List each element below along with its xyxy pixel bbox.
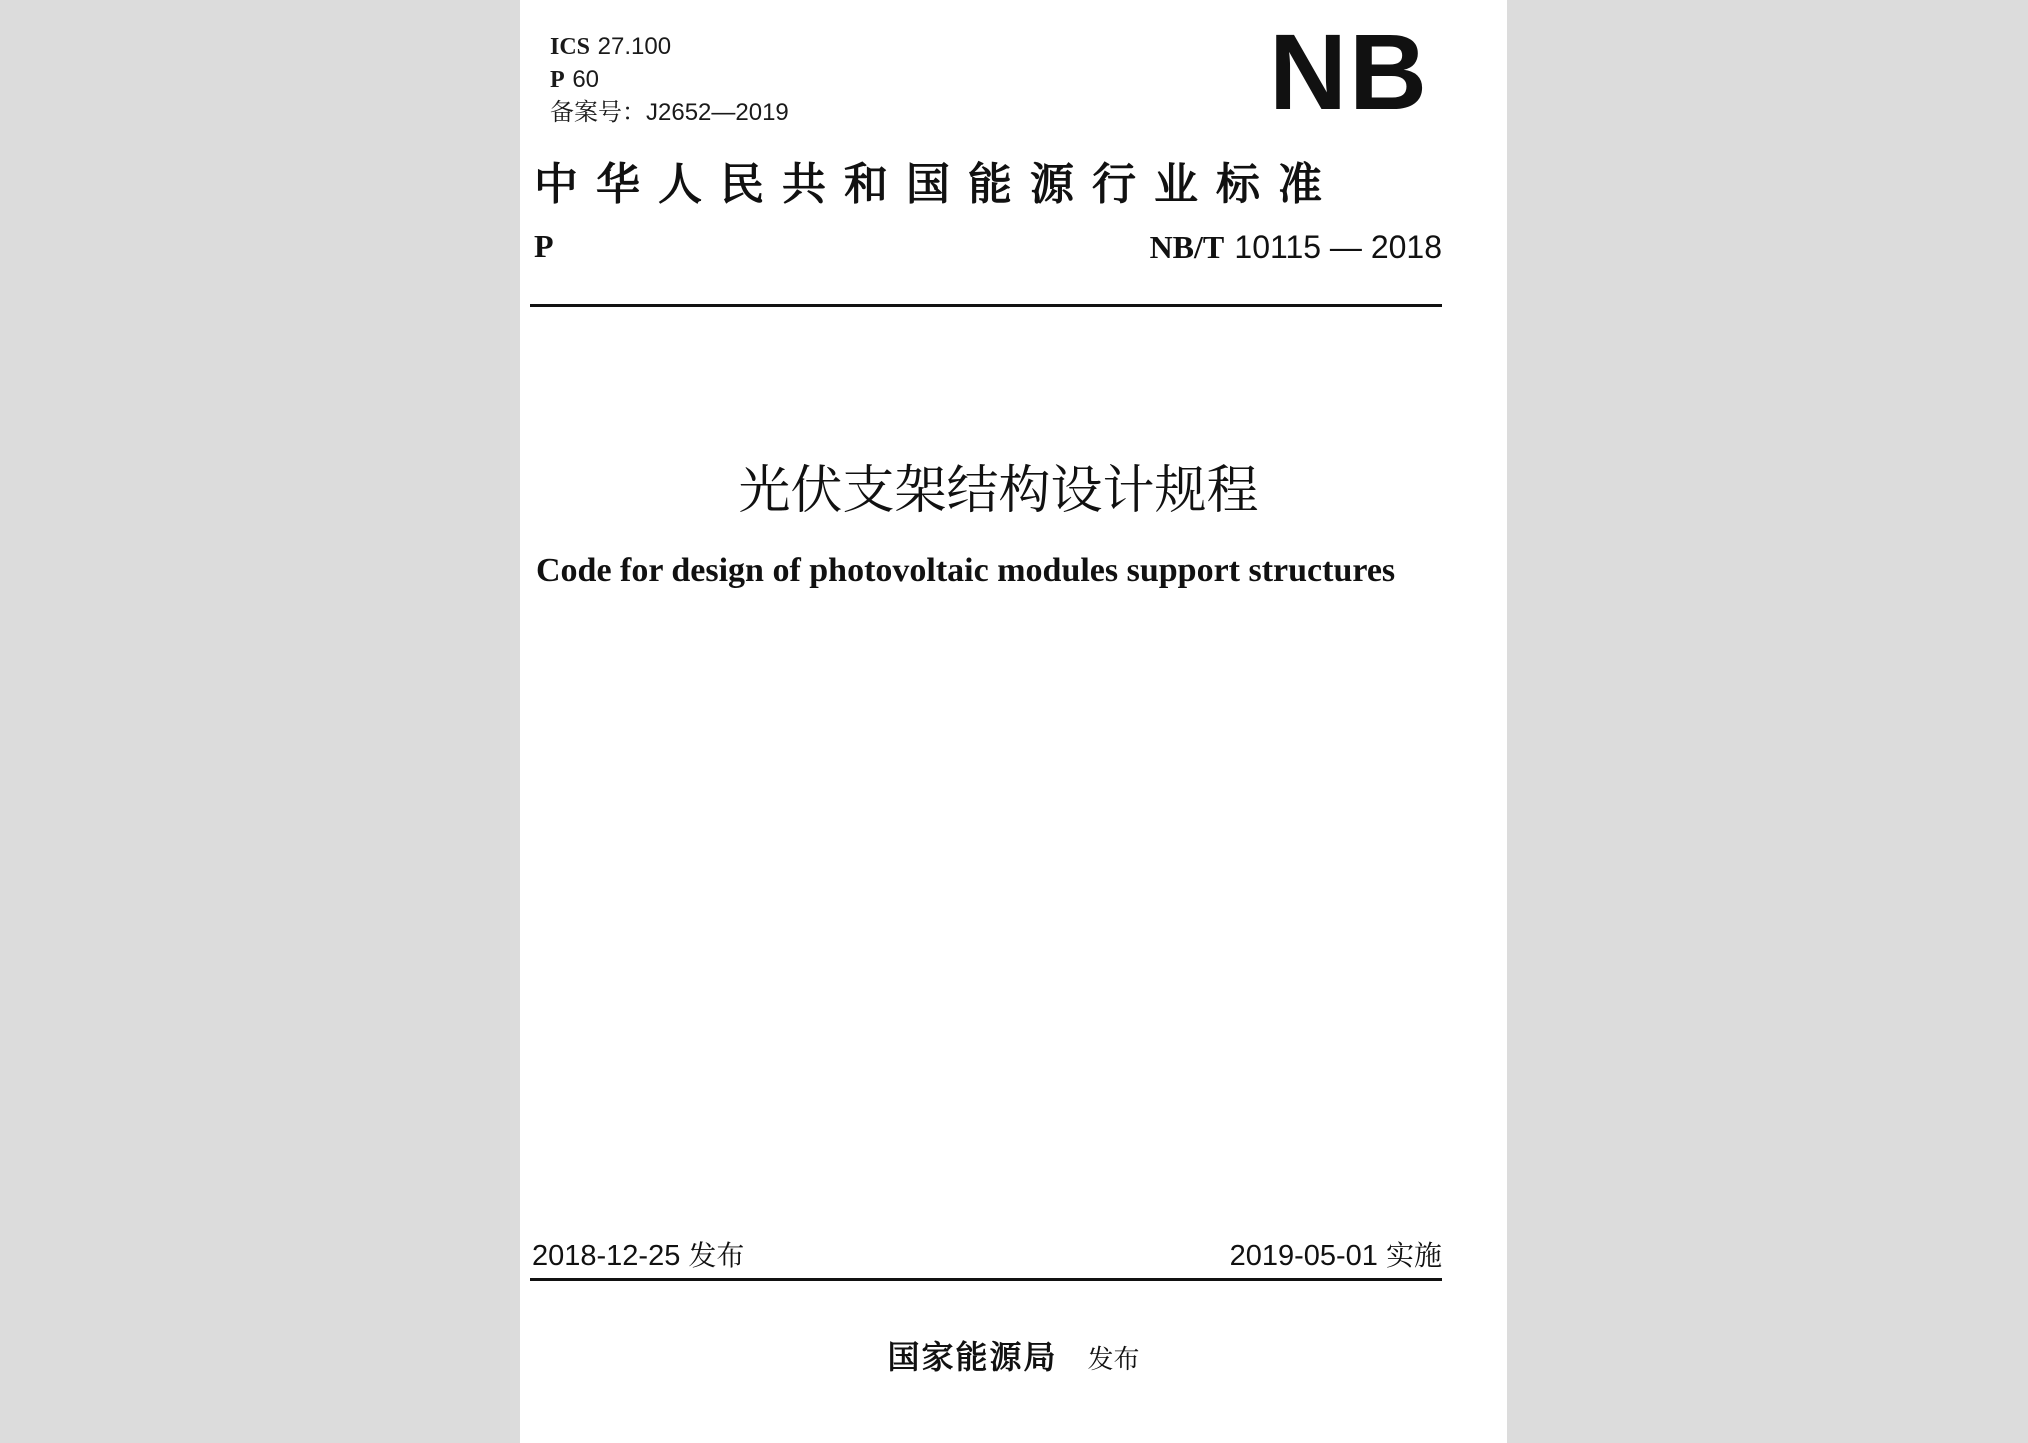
top-divider	[530, 304, 1442, 307]
ccs-value: 60	[572, 66, 600, 93]
standard-title: 中华人民共和国能源行业标准	[534, 159, 1340, 210]
issue-date-block	[532, 1234, 744, 1274]
nb-logo: NB	[1269, 11, 1429, 132]
record-value: J2652—2019	[646, 99, 789, 126]
classification-block	[550, 30, 789, 129]
standard-number-value: 10115 — 2018	[1234, 229, 1442, 265]
document-title-cn: 光伏支架结构设计规程	[738, 461, 1259, 521]
ccs-label: P	[550, 67, 565, 93]
ics-value: 27.100	[597, 33, 672, 60]
standard-number-prefix: NB/T	[1149, 229, 1225, 265]
publisher-org: 国家能源局	[887, 1338, 1058, 1376]
classification-letter: P	[534, 228, 554, 264]
ccs-line	[550, 63, 789, 96]
implement-date: 2019-05-01	[1229, 1240, 1378, 1272]
publisher-block	[520, 1332, 1507, 1378]
document-title-en: Code for design of photovoltaic modules support structures	[536, 552, 1396, 589]
document-page	[520, 0, 1507, 1443]
ics-label: ICS	[550, 34, 591, 60]
record-line	[550, 96, 789, 129]
standard-number	[1150, 228, 1442, 266]
implement-label: 实施	[1385, 1239, 1442, 1272]
record-label: 备案号：	[550, 99, 646, 126]
implement-date-block	[1230, 1234, 1442, 1274]
ics-line	[550, 30, 789, 63]
bottom-divider	[530, 1278, 1442, 1281]
issue-date: 2018-12-25	[532, 1240, 681, 1272]
publisher-action: 发布	[1087, 1345, 1140, 1375]
issue-label: 发布	[688, 1239, 745, 1272]
